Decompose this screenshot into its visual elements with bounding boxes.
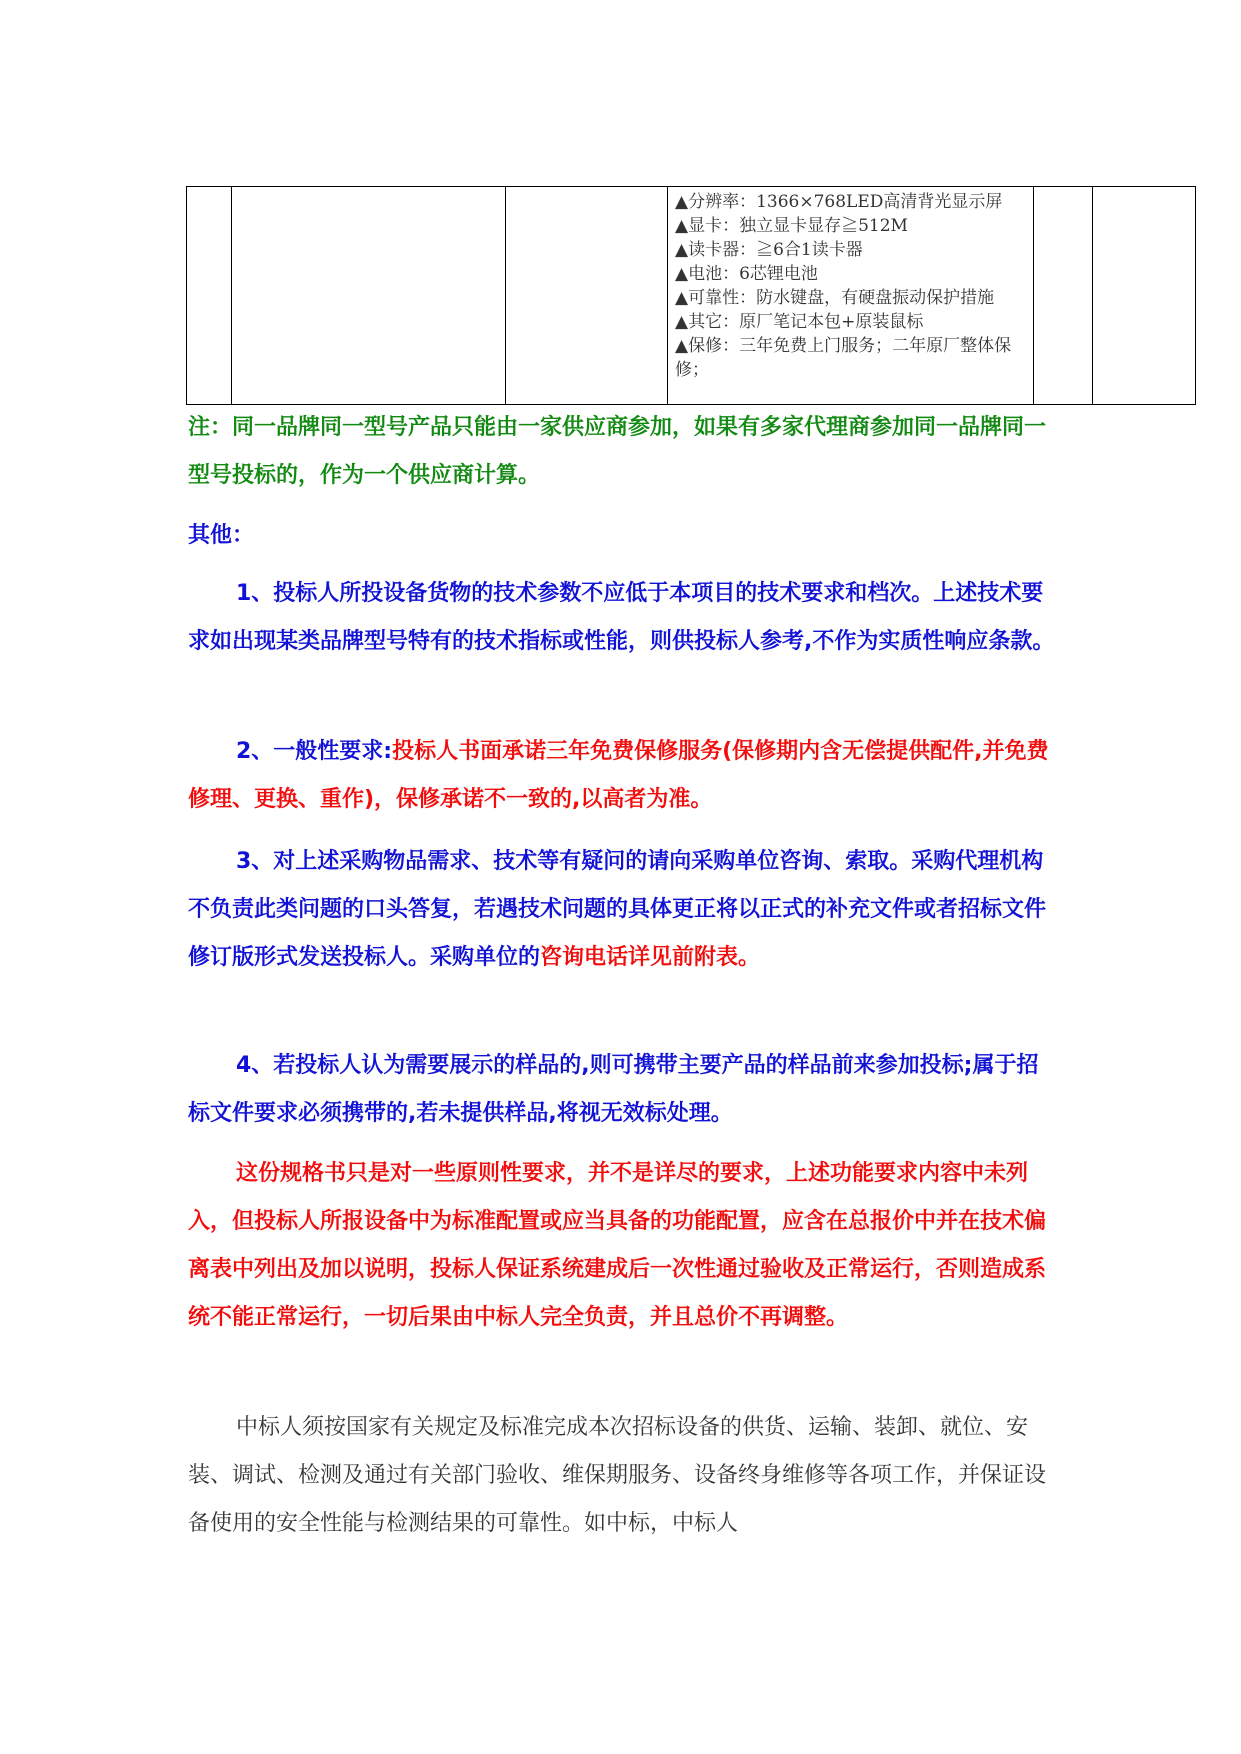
table-cell-remark: [1093, 187, 1196, 405]
table-cell-spec: [668, 187, 1034, 405]
spec-line: ▲分辨率：1366×768LED高清背光显示屏: [675, 192, 1003, 212]
item-3-body: 3、对上述采购物品需求、技术等有疑问的请向采购单位咨询、索取。采购代理机构不负责此类问题的口头答复，若遇技术问题的具体更正将以正式的补充文件或者招标文件修订版形式发送投标人。采购单位的: [188, 849, 1047, 970]
spec-line: ▲保修：三年免费上门服务；二年原厂整体保修；: [675, 336, 1012, 380]
item-3-end: 。: [738, 945, 761, 970]
item-2-lead: 2、一般性要求:: [236, 739, 393, 764]
table-cell-index: [187, 187, 232, 405]
spec-line: ▲显卡：独立显卡显存≧512M: [675, 216, 908, 236]
item-4-paragraph: 4、若投标人认为需要展示的样品的,则可携带主要产品的样品前来参加投标;属于招标文件要求必须携带的,若未提供样品,将视无效标处理。: [188, 1053, 1039, 1126]
spec-table: [186, 186, 1196, 405]
item-2-body: 投标人书面承诺三年免费保修服务(保修期内含无偿提供配件,并免费修理、更换、重作)，保修承诺不一致的,以高者为准。: [188, 739, 1049, 812]
item-2-paragraph: [188, 728, 1058, 824]
table-row: [187, 187, 1196, 405]
winner-paragraph: 中标人须按国家有关规定及标准完成本次招标设备的供货、运输、装卸、就位、安装、调试、检测及通过有关部门验收、维保期服务、设备终身维修等各项工作，并保证设备使用的安全性能与检测结果的可靠性。如中标，中标人: [188, 1415, 1047, 1536]
table-cell-name: [232, 187, 506, 405]
spec-line: ▲读卡器：≧6合1读卡器: [675, 240, 863, 260]
note-paragraph: 注：同一品牌同一型号产品只能由一家供应商参加，如果有多家代理商参加同一品牌同一型号投标的，作为一个供应商计算。: [188, 415, 1047, 488]
spec-line: ▲电池：6芯锂电池: [675, 264, 818, 284]
table-cell-model: [506, 187, 668, 405]
item-1-paragraph: 1、投标人所投设备货物的技术参数不应低于本项目的技术要求和档次。上述技术要求如出现某类品牌型号特有的技术指标或性能，则供投标人参考,不作为实质性响应条款。: [188, 581, 1055, 654]
spec-statement-paragraph: 这份规格书只是对一些原则性要求，并不是详尽的要求，上述功能要求内容中未列入，但投标人所报设备中为标准配置或应当具备的功能配置，应含在总报价中并在技术偏离表中列出及加以说明，投标人保证系统建成后一次性通过验收及正常运行，否则造成系统不能正常运行，一切后果由中标人完全负责，并且总价不再调整。: [188, 1161, 1047, 1330]
spec-line: ▲可靠性：防水键盘，有硬盘振动保护措施: [675, 288, 995, 308]
spec-line: ▲其它：原厂笔记本包+原装鼠标: [675, 312, 924, 332]
other-heading: 其他：: [188, 523, 255, 548]
spec-list: [668, 187, 1033, 386]
item-3-highlight: 咨询电话详见前附表: [540, 945, 739, 970]
table-cell-quantity: [1034, 187, 1093, 405]
item-3-paragraph: [188, 838, 1058, 982]
